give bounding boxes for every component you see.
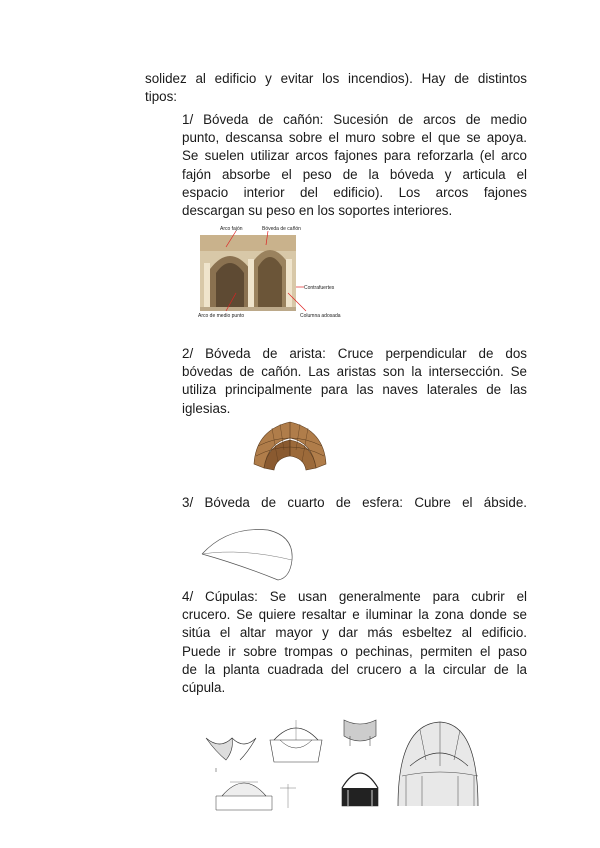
domes-figure [200, 716, 480, 812]
text-line: 2/ Bóveda de arista: Cruce perpendicular de dos [182, 346, 527, 361]
text-line: 1/ Bóveda de cañón: Sucesión de arcos de medio [182, 112, 527, 127]
barrel-vault-paragraph [182, 111, 527, 220]
text-line: fajón absorbe el peso de la bóveda y articula el [182, 166, 527, 182]
text-line: sitúa el altar mayor y dar más esbeltez al edificio. [182, 625, 527, 641]
label-arco-fajon: Arco fajón [220, 226, 243, 232]
barrel-vault-figure [196, 223, 348, 319]
text-line: espacio interior del edificio). Los arcos fajones [182, 184, 527, 200]
label-columna-adosada: Columna adosada [300, 313, 341, 319]
text-line: utiliza principalmente para las naves laterales de las [182, 382, 527, 398]
drum-dome-drawing [342, 773, 378, 806]
text-line: 4/ Cúpulas: Se usan generalmente para cubrir el [182, 589, 527, 604]
text-line: solidez al edificio y evitar los incendios). Hay de distintos [145, 71, 527, 86]
text-line: tipos: [145, 89, 178, 105]
label-contrafuertes: Contrafuertes [304, 285, 335, 291]
quarter-sphere-paragraph [182, 494, 527, 512]
label-boveda-canon: Bóveda de cañón [262, 226, 301, 232]
groin-vault-paragraph [182, 345, 527, 418]
text-line: bóvedas de cañón. Las aristas son la intersección. Se [182, 364, 527, 380]
text-line: 3/ Bóveda de cuarto de esfera: Cubre el ábside. [182, 495, 527, 510]
text-line: crucero. Se quiere resaltar e iluminar la zona donde se [182, 607, 527, 623]
quarter-sphere-figure [198, 524, 298, 582]
pendentive-drawing-1 [206, 738, 256, 772]
text-line: punto, descansa sobre el muro sobre el que se apoya. [182, 130, 527, 146]
squinch-drawing [344, 720, 376, 746]
dome-drawing-2 [270, 720, 322, 762]
text-line: Puede ir sobre trompas o pechinas, permiten el paso [182, 643, 527, 659]
text-line: descargan su peso en los soportes interiores. [182, 202, 453, 218]
label-arco-medio-punto: Arco de medio punto [198, 313, 245, 319]
text-line: de la planta cuadrada del crucero a la circular de la [182, 661, 527, 677]
dome-drawing-3 [216, 782, 296, 810]
groin-vault-figure [250, 416, 330, 472]
interior-dome-drawing [398, 722, 478, 806]
text-line: Se suelen utilizar arcos fajones para reforzarla (el arco [182, 148, 527, 164]
domes-paragraph [182, 588, 527, 697]
text-line: iglesias. [182, 400, 231, 416]
intro-paragraph [145, 70, 527, 106]
text-line: cúpula. [182, 679, 226, 695]
